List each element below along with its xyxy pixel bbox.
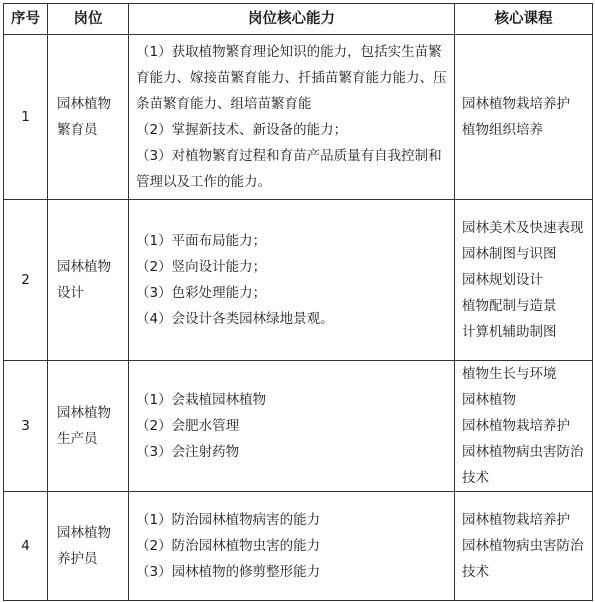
- row-index: 1: [4, 35, 48, 200]
- course-item: 园林植物栽培养护: [462, 418, 570, 434]
- abilities-cell: [129, 492, 455, 601]
- table-row: [4, 492, 593, 601]
- table-row: [4, 200, 593, 361]
- course-item: 计算机辅助制图: [462, 324, 557, 340]
- courses-cell: [455, 200, 593, 361]
- table-row: [4, 361, 593, 492]
- ability-item: （1）获取植物繁育理论知识的能力，包括实生苗繁育能力、嫁接苗繁育能力、扦插苗繁育能力能力、压条苗繁育能力、组培苗繁育能: [136, 44, 447, 112]
- ability-item: （3）园林植物的修剪整形能力: [136, 564, 321, 580]
- ability-item: （1）防治园林植物病害的能力: [136, 512, 321, 528]
- position-text: 园林植物: [57, 259, 111, 275]
- abilities-cell: [129, 35, 455, 200]
- position-cell: [48, 492, 129, 601]
- table-header: [4, 4, 593, 35]
- ability-item: （4）会设计各类园林绿地景观。: [136, 311, 334, 327]
- ability-item: （1）平面布局能力；: [136, 233, 267, 249]
- abilities-cell: [129, 200, 455, 361]
- course-item: 园林植物病虫害防治技术: [462, 538, 584, 580]
- ability-item: （3）色彩处理能力；: [136, 285, 267, 301]
- header-courses: 核心课程: [455, 4, 593, 35]
- header-index: 序号: [4, 4, 48, 35]
- position-cell: [48, 35, 129, 200]
- row-index: 4: [4, 492, 48, 601]
- course-item: 园林植物栽培养护: [462, 96, 570, 112]
- curriculum-table: [3, 3, 593, 601]
- course-item: 园林植物栽培养护: [462, 512, 570, 528]
- courses-cell: [455, 35, 593, 200]
- position-text: 园林植物: [57, 405, 111, 421]
- table-row: [4, 35, 593, 200]
- courses-cell: [455, 492, 593, 601]
- ability-item: （2）竖向设计能力；: [136, 259, 267, 275]
- courses-cell: [455, 361, 593, 492]
- abilities-cell: [129, 361, 455, 492]
- course-item: 园林植物病虫害防治技术: [462, 444, 584, 486]
- header-abilities: 岗位核心能力: [129, 4, 455, 35]
- course-item: 植物组织培养: [462, 122, 543, 138]
- position-text: 生产员: [57, 431, 98, 447]
- position-text: 园林植物: [57, 96, 111, 112]
- ability-item: （2）掌握新技术、新设备的能力；: [136, 122, 348, 138]
- position-text: 设计: [57, 285, 84, 301]
- course-item: 园林制图与识图: [462, 246, 557, 262]
- ability-item: （3）对植物繁育过程和育苗产品质量有自我控制和管理以及工作的能力。: [136, 148, 442, 190]
- position-text: 养护员: [57, 551, 98, 567]
- course-item: 园林美术及快速表现: [462, 220, 584, 236]
- position-text: 繁育员: [57, 122, 98, 138]
- position-cell: [48, 361, 129, 492]
- course-item: 园林植物: [462, 392, 516, 408]
- position-cell: [48, 200, 129, 361]
- position-text: 园林植物: [57, 525, 111, 541]
- ability-item: （1）会栽植园林植物: [136, 392, 267, 408]
- ability-item: （2）防治园林植物虫害的能力: [136, 538, 321, 554]
- course-item: 植物配制与造景: [462, 298, 557, 314]
- row-index: 3: [4, 361, 48, 492]
- header-position: 岗位: [48, 4, 129, 35]
- ability-item: （3）会注射药物: [136, 444, 240, 460]
- row-index: 2: [4, 200, 48, 361]
- course-item: 植物生长与环境: [462, 366, 557, 382]
- ability-item: （2）会肥水管理: [136, 418, 240, 434]
- course-item: 园林规划设计: [462, 272, 543, 288]
